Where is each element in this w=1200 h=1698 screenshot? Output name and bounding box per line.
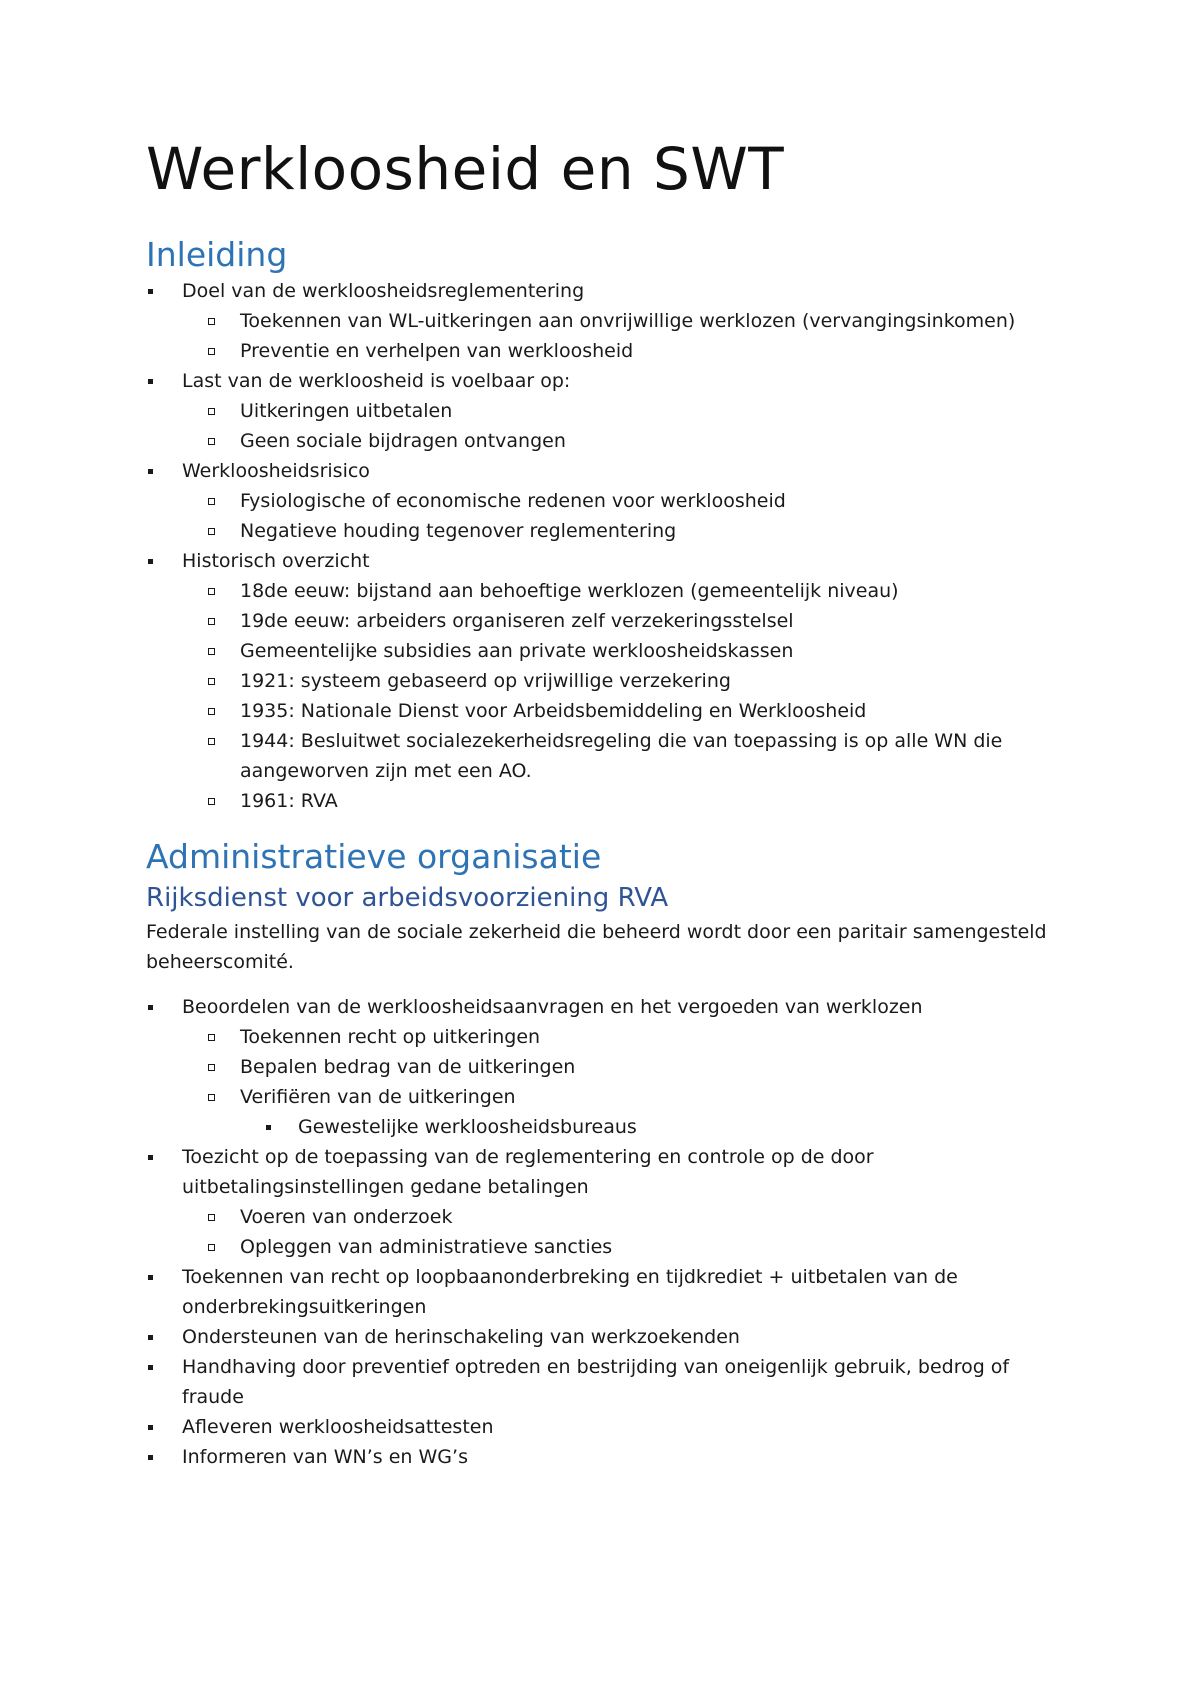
sub-list-item — [146, 726, 1076, 786]
subheading-rva: Rijksdienst voor arbeidsvoorziening RVA — [146, 883, 669, 913]
admin-section — [146, 917, 1076, 1472]
hollow-square-bullet-icon — [208, 576, 228, 606]
list-item — [146, 1322, 1076, 1352]
list-item-text: Doel van de werkloosheidsreglementering — [182, 280, 585, 302]
sub-list-item-text: Preventie en verhelpen van werkloosheid — [240, 340, 634, 362]
sub-list-item — [146, 336, 1076, 366]
list-item — [146, 1352, 1076, 1412]
list-item — [146, 366, 1076, 456]
sub-list-item — [146, 1202, 1076, 1232]
sub-list-item-text: Verifiëren van de uitkeringen — [240, 1086, 516, 1108]
hollow-square-bullet-icon — [208, 486, 228, 516]
sub-list-item — [146, 306, 1076, 336]
sub-list — [146, 306, 1076, 366]
list-item — [146, 1442, 1076, 1472]
sub-list-item-text: Uitkeringen uitbetalen — [240, 400, 453, 422]
list-item — [146, 276, 1076, 366]
sub-list — [146, 396, 1076, 456]
sub-sub-list-item — [146, 1112, 1076, 1142]
sub-list-item-text: Bepalen bedrag van de uitkeringen — [240, 1056, 576, 1078]
list-item-text: Afleveren werkloosheidsattesten — [182, 1416, 494, 1438]
sub-list-item — [146, 486, 1076, 516]
square-bullet-icon — [148, 1262, 168, 1292]
sub-list-item-text: Gemeentelijke subsidies aan private werkloosheidskassen — [240, 640, 794, 662]
hollow-square-bullet-icon — [208, 306, 228, 336]
list-item-text: Werkloosheidsrisico — [182, 460, 370, 482]
list-item-text: Ondersteunen van de herinschakeling van werkzoekenden — [182, 1326, 740, 1348]
square-bullet-icon — [148, 366, 168, 396]
sub-list-item — [146, 1052, 1076, 1082]
heading-inleiding: Inleiding — [146, 235, 288, 274]
sub-list-item-text: 1921: systeem gebaseerd op vrijwillige verzekering — [240, 670, 731, 692]
sub-list-item — [146, 786, 1076, 816]
inleiding-list — [146, 276, 1076, 816]
sub-list-item-text: Negatieve houding tegenover reglementering — [240, 520, 677, 542]
sub-list-item — [146, 1022, 1076, 1052]
hollow-square-bullet-icon — [208, 696, 228, 726]
sub-list-item — [146, 516, 1076, 546]
square-bullet-icon — [148, 992, 168, 1022]
sub-list-item — [146, 1082, 1076, 1142]
sub-list-item — [146, 576, 1076, 606]
heading-administratieve-organisatie: Administratieve organisatie — [146, 837, 602, 876]
list-item-text: Beoordelen van de werkloosheidsaanvragen en het vergoeden van werklozen — [182, 996, 923, 1018]
hollow-square-bullet-icon — [208, 1232, 228, 1262]
inleiding-section — [146, 276, 1076, 816]
hollow-square-bullet-icon — [208, 636, 228, 666]
document-title: Werkloosheid en SWT — [146, 135, 785, 203]
hollow-square-bullet-icon — [208, 336, 228, 366]
square-bullet-icon — [148, 546, 168, 576]
sub-list-item-text: 1935: Nationale Dienst voor Arbeidsbemiddeling en Werkloosheid — [240, 700, 867, 722]
sub-sub-list — [146, 1112, 1076, 1142]
list-item — [146, 1142, 1076, 1262]
sub-list-item — [146, 666, 1076, 696]
sub-list-item-text: Opleggen van administratieve sancties — [240, 1236, 613, 1258]
list-item-text: Toezicht op de toepassing van de reglementering en controle op de door uitbetalingsinstellingen gedane betalingen — [182, 1146, 874, 1198]
sub-list-item-text: Toekennen van WL-uitkeringen aan onvrijwillige werklozen (vervangingsinkomen) — [240, 310, 1016, 332]
hollow-square-bullet-icon — [208, 1022, 228, 1052]
admin-list — [146, 992, 1076, 1472]
list-item-text: Last van de werkloosheid is voelbaar op: — [182, 370, 571, 392]
hollow-square-bullet-icon — [208, 786, 228, 816]
sub-list-item-text: Geen sociale bijdragen ontvangen — [240, 430, 566, 452]
hollow-square-bullet-icon — [208, 1052, 228, 1082]
sub-list-item-text: Voeren van onderzoek — [240, 1206, 453, 1228]
hollow-square-bullet-icon — [208, 516, 228, 546]
hollow-square-bullet-icon — [208, 426, 228, 456]
sub-list-item-text: 1961: RVA — [240, 790, 338, 812]
square-bullet-icon — [148, 1322, 168, 1352]
sub-list-item — [146, 396, 1076, 426]
sub-list — [146, 486, 1076, 546]
list-item-text: Handhaving door preventief optreden en bestrijding van oneigenlijk gebruik, bedrog of fraude — [182, 1356, 1010, 1408]
hollow-square-bullet-icon — [208, 666, 228, 696]
hollow-square-bullet-icon — [208, 726, 228, 756]
square-bullet-icon — [148, 1142, 168, 1172]
sub-list-item — [146, 606, 1076, 636]
square-bullet-icon — [148, 276, 168, 306]
hollow-square-bullet-icon — [208, 1082, 228, 1112]
sub-list — [146, 1022, 1076, 1142]
list-item — [146, 992, 1076, 1142]
hollow-square-bullet-icon — [208, 606, 228, 636]
sub-list-item — [146, 1232, 1076, 1262]
square-bullet-icon — [148, 456, 168, 486]
sub-list-item — [146, 636, 1076, 666]
list-item-text: Toekennen van recht op loopbaanonderbreking en tijdkrediet + uitbetalen van de onderbrekingsuitkeringen — [182, 1266, 958, 1318]
sub-list-item-text: 1944: Besluitwet socialezekerheidsregeling die van toepassing is op alle WN die aangeworven zijn met een AO. — [240, 730, 1003, 782]
hollow-square-bullet-icon — [208, 396, 228, 426]
sub-list — [146, 576, 1076, 816]
list-item — [146, 546, 1076, 816]
sub-sub-list-item-text: Gewestelijke werkloosheidsbureaus — [298, 1116, 637, 1138]
sub-list-item-text: 19de eeuw: arbeiders organiseren zelf verzekeringsstelsel — [240, 610, 794, 632]
list-item-text: Informeren van WN’s en WG’s — [182, 1446, 468, 1468]
sub-list-item — [146, 426, 1076, 456]
square-bullet-icon — [148, 1442, 168, 1472]
sub-list — [146, 1202, 1076, 1262]
square-bullet-icon — [148, 1412, 168, 1442]
list-item — [146, 1262, 1076, 1322]
list-item — [146, 456, 1076, 546]
list-item — [146, 1412, 1076, 1442]
list-item-text: Historisch overzicht — [182, 550, 370, 572]
sub-list-item-text: Fysiologische of economische redenen voor werkloosheid — [240, 490, 786, 512]
sub-list-item-text: Toekennen recht op uitkeringen — [240, 1026, 541, 1048]
square-bullet-icon — [148, 1352, 168, 1382]
sub-list-item-text: 18de eeuw: bijstand aan behoeftige werklozen (gemeentelijk niveau) — [240, 580, 899, 602]
square-bullet-icon — [266, 1112, 286, 1142]
admin-intro-paragraph: Federale instelling van de sociale zekerheid die beheerd wordt door een paritair samengesteld beheerscomité. — [146, 921, 1047, 973]
hollow-square-bullet-icon — [208, 1202, 228, 1232]
sub-list-item — [146, 696, 1076, 726]
